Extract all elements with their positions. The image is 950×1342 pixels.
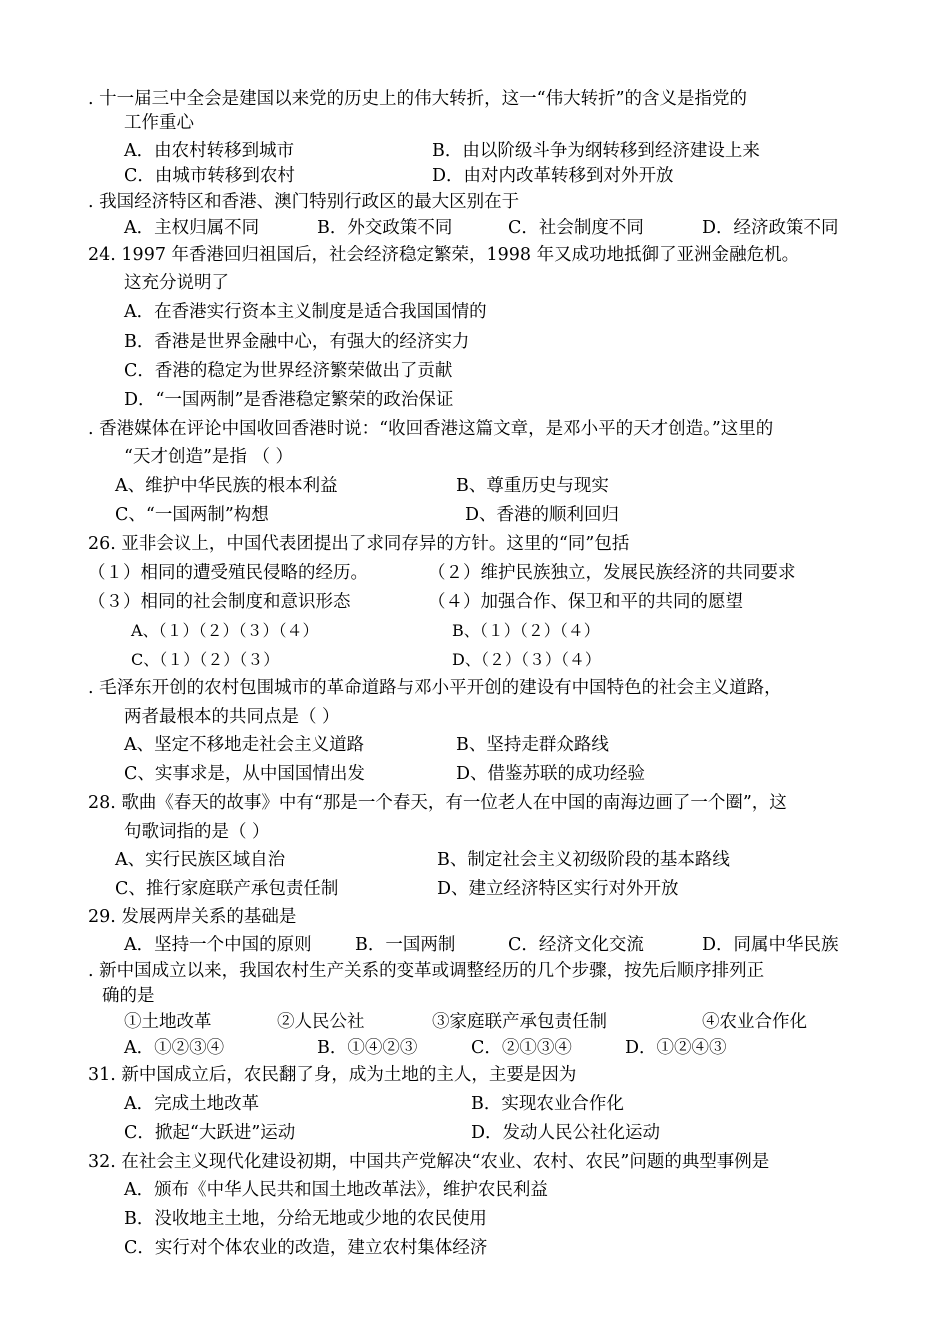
option-c: C．香港的稳定为世界经济繁荣做出了贡献: [124, 361, 453, 381]
option-d: D．同属中华民族: [702, 935, 839, 955]
option-a: A、维护中华民族的根本利益: [115, 476, 338, 496]
option-a: A．颁布《中华人民共和国土地改革法》，维护农民利益: [124, 1180, 548, 1200]
option-b: B．外交政策不同: [317, 218, 453, 238]
question-number: 24.: [88, 245, 116, 265]
question-stem: 这充分说明了: [124, 273, 229, 293]
option-a: A．在香港实行资本主义制度是适合我国国情的: [124, 302, 487, 322]
option-d: D．发动人民公社化运动: [471, 1123, 661, 1143]
question-number: .: [88, 89, 94, 109]
option-b: B、坚持走群众路线: [456, 735, 609, 755]
statement-2: ②人民公社: [277, 1012, 365, 1032]
option-d: D．①②④③: [625, 1038, 727, 1058]
option-c: C．实行对个体农业的改造，建立农村集体经济: [124, 1238, 488, 1258]
statement-1: ①土地改革: [124, 1012, 212, 1032]
question-stem: 工作重心: [124, 113, 194, 133]
option-c: C．经济文化交流: [508, 935, 644, 955]
question-number: 31.: [88, 1065, 116, 1085]
statement-4: （４）加强合作、保卫和平的共同的愿望: [428, 592, 743, 612]
question-stem: 两者最根本的共同点是（ ）: [124, 707, 340, 727]
question-stem: 新中国成立后，农民翻了身，成为土地的主人，主要是因为: [121, 1065, 577, 1085]
statement-3: ③家庭联产承包责任制: [432, 1012, 607, 1032]
option-b: B、（１）（２）（４）: [452, 621, 600, 640]
option-b: B．没收地主土地，分给无地或少地的农民使用: [124, 1209, 487, 1229]
option-d: D、香港的顺利回归: [465, 505, 620, 525]
question-stem: 新中国成立以来，我国农村生产关系的变革或调整经历的几个步骤，按先后顺序排列正: [99, 961, 765, 981]
question-number: .: [88, 192, 94, 212]
question-stem: 1997 年香港回归祖国后，社会经济稳定繁荣，1998 年又成功地抵御了亚洲金融危机。: [121, 245, 800, 265]
statement-2: （２）维护民族独立，发展民族经济的共同要求: [428, 563, 796, 583]
option-b: B．实现农业合作化: [471, 1094, 624, 1114]
question-stem: 在社会主义现代化建设初期，中国共产党解决“农业、农村、农民”问题的典型事例是: [121, 1152, 770, 1172]
statement-1: （１）相同的遭受殖民侵略的经历。: [88, 563, 368, 583]
option-d: D、借鉴苏联的成功经验: [456, 764, 646, 784]
option-c: C．掀起“大跃进”运动: [124, 1123, 296, 1143]
option-d: D．由对内改革转移到对外开放: [432, 166, 674, 186]
question-number: 28.: [88, 793, 116, 813]
option-c: C、“一国两制”构想: [115, 505, 269, 525]
option-d: D、（２）（３）（４）: [452, 650, 601, 669]
option-b: B．①④②③: [317, 1038, 418, 1058]
option-a: A．主权归属不同: [124, 218, 260, 238]
option-c: C、实事求是，从中国国情出发: [124, 764, 365, 784]
option-c: C、推行家庭联产承包责任制: [115, 879, 339, 899]
question-number: .: [88, 961, 94, 981]
option-a: A、（１）（２）（３）（４）: [131, 621, 319, 640]
option-c: C、（１）（２）（３）: [131, 650, 280, 669]
option-d: D．“一国两制”是香港稳定繁荣的政治保证: [124, 390, 454, 410]
option-b: B、尊重历史与现实: [456, 476, 609, 496]
question-stem: 我国经济特区和香港、澳门特别行政区的最大区别在于: [99, 192, 520, 212]
question-number: .: [88, 419, 94, 439]
statement-4: ④农业合作化: [702, 1012, 807, 1032]
option-c: C．②①③④: [471, 1038, 572, 1058]
option-b: B、制定社会主义初级阶段的基本路线: [437, 850, 730, 870]
question-stem: 香港媒体在评论中国收回香港时说：“收回香港这篇文章，是邓小平的天才创造。”这里的: [99, 419, 774, 439]
question-stem: 确的是: [102, 986, 155, 1006]
option-b: B．一国两制: [355, 935, 456, 955]
option-a: A．坚持一个中国的原则: [124, 935, 312, 955]
question-stem: “天才创造”是指 （ ）: [124, 447, 294, 467]
option-c: C．由城市转移到农村: [124, 166, 295, 186]
question-stem: 十一届三中全会是建国以来党的历史上的伟大转折，这一“伟大转折”的含义是指党的: [99, 89, 748, 109]
option-d: D、建立经济特区实行对外开放: [437, 879, 679, 899]
question-number: .: [88, 678, 94, 698]
option-a: A．由农村转移到城市: [124, 141, 295, 161]
statement-3: （３）相同的社会制度和意识形态: [88, 592, 351, 612]
question-number: 32.: [88, 1152, 116, 1172]
question-stem: 毛泽东开创的农村包围城市的革命道路与邓小平开创的建设有中国特色的社会主义道路，: [99, 678, 782, 698]
option-b: B．香港是世界金融中心，有强大的经济实力: [124, 332, 470, 352]
question-stem: 句歌词指的是（ ）: [124, 822, 270, 842]
option-a: A．①②③④: [124, 1038, 225, 1058]
question-number: 29.: [88, 907, 116, 927]
option-c: C．社会制度不同: [508, 218, 644, 238]
option-a: A、坚定不移地走社会主义道路: [124, 735, 365, 755]
option-a: A、实行民族区域自治: [115, 850, 286, 870]
question-stem: 歌曲《春天的故事》中有“那是一个春天，有一位老人在中国的南海边画了一个圈”，这: [121, 793, 787, 813]
question-stem: 发展两岸关系的基础是: [121, 907, 297, 927]
question-number: 26.: [88, 534, 116, 554]
option-d: D．经济政策不同: [702, 218, 839, 238]
question-stem: 亚非会议上，中国代表团提出了求同存异的方针。这里的“同”包括: [121, 534, 630, 554]
option-b: B．由以阶级斗争为纲转移到经济建设上来: [432, 141, 760, 161]
option-a: A．完成土地改革: [124, 1094, 260, 1114]
